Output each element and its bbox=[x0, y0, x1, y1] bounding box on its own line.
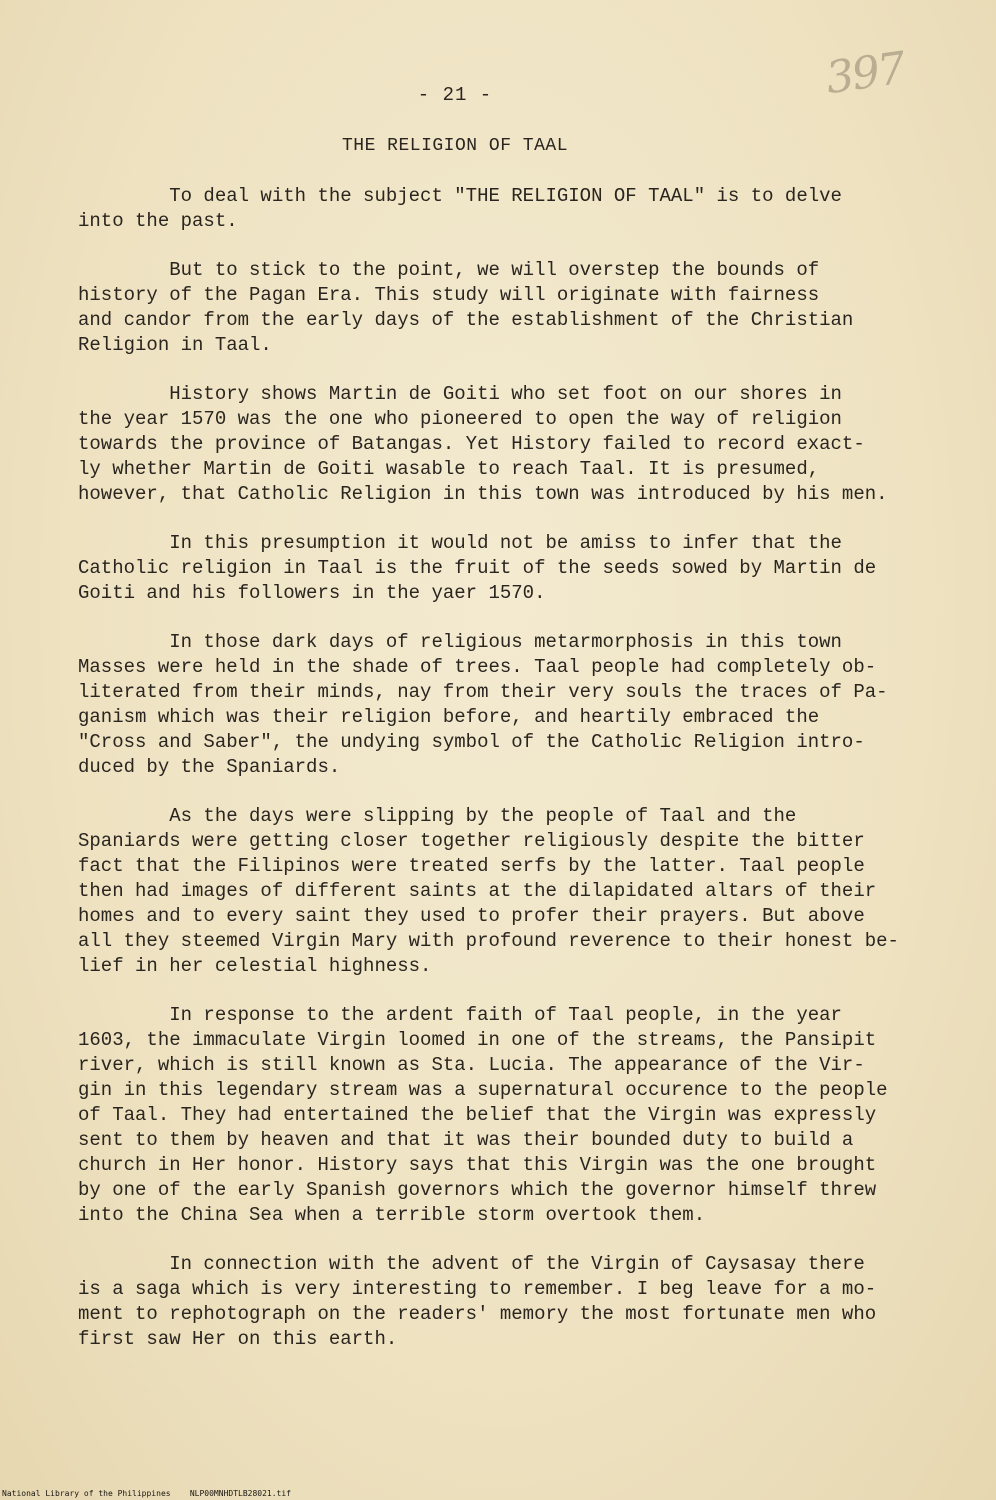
text-line: into the China Sea when a terrible storm overtook them. bbox=[78, 1204, 706, 1226]
text-line: river, which is still known as Sta. Lucia. The appearance of the Vir- bbox=[78, 1054, 865, 1076]
text-line: sent to them by heaven and that it was their bounded duty to build a bbox=[78, 1129, 854, 1151]
text-line: "Cross and Saber", the undying symbol of the Catholic Religion intro- bbox=[78, 731, 865, 753]
text-line: and candor from the early days of the establishment of the Christian bbox=[78, 309, 854, 331]
text-line: however, that Catholic Religion in this town was introduced by his men. bbox=[78, 483, 888, 505]
text-line: the year 1570 was the one who pioneered to open the way of religion bbox=[78, 408, 842, 430]
text-line: fact that the Filipinos were treated serfs by the latter. Taal people bbox=[78, 855, 865, 877]
document-body bbox=[78, 184, 948, 1376]
text-line: lief in her celestial highness. bbox=[78, 955, 432, 977]
text-line: into the past. bbox=[78, 210, 238, 232]
text-line: In this presumption it would not be amiss to infer that the bbox=[78, 532, 842, 554]
text-line: As the days were slipping by the people of Taal and the bbox=[78, 805, 797, 827]
text-line: In those dark days of religious metarmorphosis in this town bbox=[78, 631, 842, 653]
handwritten-archive-number: 397 bbox=[822, 42, 908, 105]
paragraph bbox=[78, 1003, 948, 1228]
text-line: 1603, the immaculate Virgin loomed in one of the streams, the Pansipit bbox=[78, 1029, 877, 1051]
text-line: church in Her honor. History says that this Virgin was the one brought bbox=[78, 1154, 877, 1176]
text-line: all they steemed Virgin Mary with profound reverence to their honest be- bbox=[78, 930, 899, 952]
paragraph bbox=[78, 630, 948, 780]
text-line: history of the Pagan Era. This study will originate with fairness bbox=[78, 284, 820, 306]
text-line: Goiti and his followers in the yaer 1570. bbox=[78, 582, 546, 604]
paragraph bbox=[78, 184, 948, 234]
text-line: In connection with the advent of the Virgin of Caysasay there bbox=[78, 1253, 865, 1275]
text-line: by one of the early Spanish governors which the governor himself threw bbox=[78, 1179, 877, 1201]
text-line: ganism which was their religion before, and heartily embraced the bbox=[78, 706, 820, 728]
text-line: then had images of different saints at the dilapidated altars of their bbox=[78, 880, 877, 902]
text-line: literated from their minds, nay from their very souls the traces of Pa- bbox=[78, 681, 888, 703]
text-line: Spaniards were getting closer together religiously despite the bitter bbox=[78, 830, 865, 852]
text-line: first saw Her on this earth. bbox=[78, 1328, 398, 1350]
text-line: is a saga which is very interesting to remember. I beg leave for a mo- bbox=[78, 1278, 877, 1300]
paragraph bbox=[78, 382, 948, 507]
document-title: THE RELIGION OF TAAL bbox=[341, 136, 569, 156]
paragraph bbox=[78, 1252, 948, 1352]
text-line: towards the province of Batangas. Yet History failed to record exact- bbox=[78, 433, 865, 455]
text-line: homes and to every saint they used to profer their prayers. But above bbox=[78, 905, 865, 927]
text-line: Religion in Taal. bbox=[78, 334, 272, 356]
paragraph bbox=[78, 531, 948, 606]
text-line: duced by the Spaniards. bbox=[78, 756, 341, 778]
text-line: History shows Martin de Goiti who set foot on our shores in bbox=[78, 383, 842, 405]
text-line: In response to the ardent faith of Taal people, in the year bbox=[78, 1004, 842, 1026]
text-line: ment to rephotograph on the readers' memory the most fortunate men who bbox=[78, 1303, 877, 1325]
paragraph bbox=[78, 804, 948, 979]
text-line: Masses were held in the shade of trees. Taal people had completely ob- bbox=[78, 656, 877, 678]
text-line: of Taal. They had entertained the belief that the Virgin was expressly bbox=[78, 1104, 877, 1126]
page-number: - 21 - bbox=[417, 84, 493, 106]
text-line: gin in this legendary stream was a supernatural occurence to the people bbox=[78, 1079, 888, 1101]
text-line: Catholic religion in Taal is the fruit of the seeds sowed by Martin de bbox=[78, 557, 877, 579]
text-line: ly whether Martin de Goiti wasable to reach Taal. It is presumed, bbox=[78, 458, 820, 480]
text-line: But to stick to the point, we will overstep the bounds of bbox=[78, 259, 820, 281]
paragraph bbox=[78, 258, 948, 358]
archive-footer: National Library of the Philippines NLP00MNHDTLB28021.tif bbox=[2, 1489, 291, 1498]
text-line: To deal with the subject "THE RELIGION OF TAAL" is to delve bbox=[78, 185, 842, 207]
